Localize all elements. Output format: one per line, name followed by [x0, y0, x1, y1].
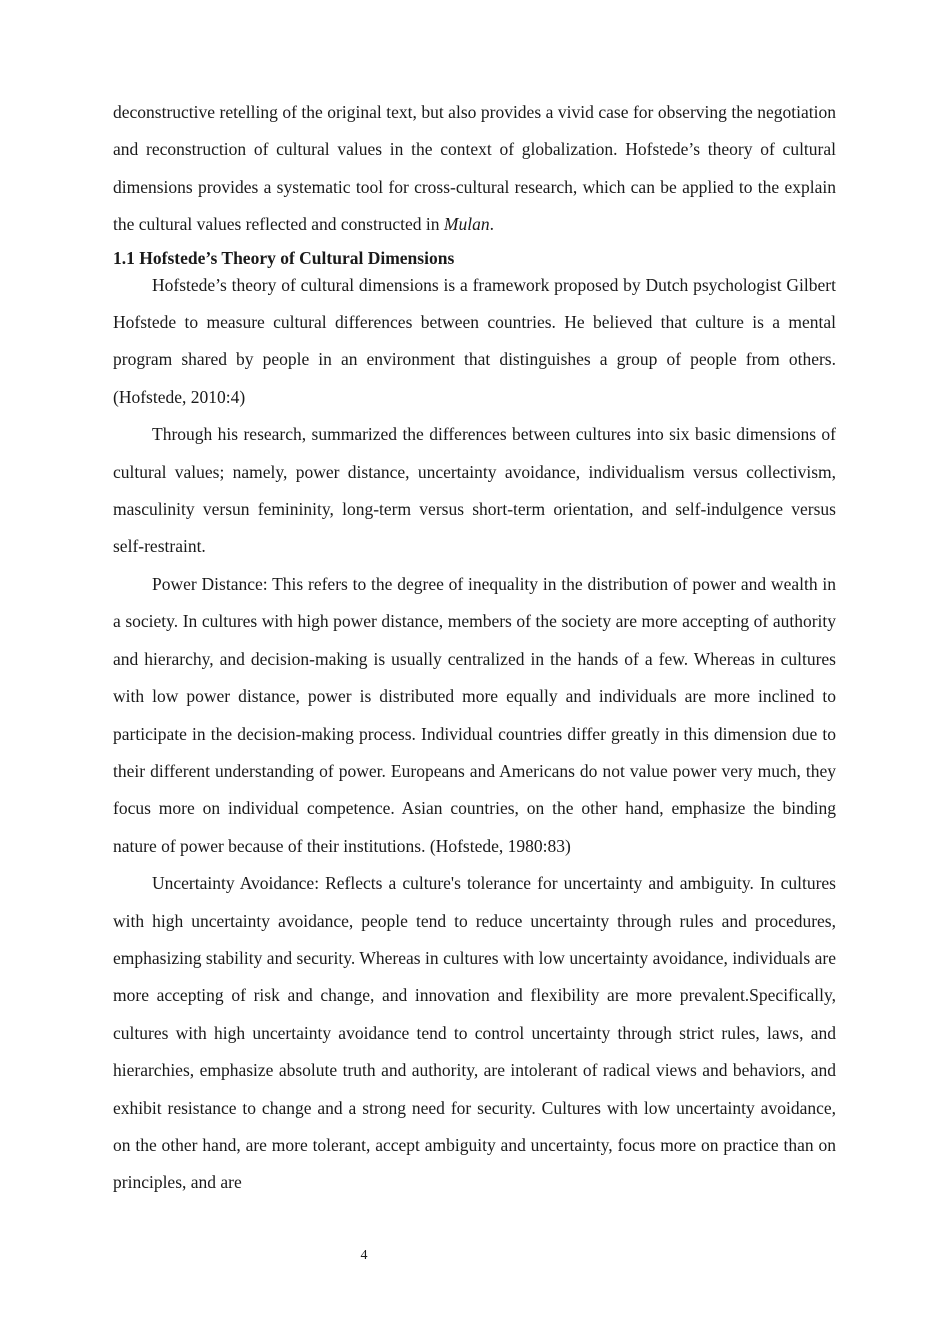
paragraph-power-distance: Power Distance: This refers to the degree of inequality in the distribution of power and wealth in a society. In cultures with high power distance, members of the society are more accepting of authority and hierarchy, and decision-making is usually centralized in the hands of a few. Whereas in cultures with low power distance, power is distributed more equally and individuals are more inclined to participate in the decision-making process. Individual countries differ greatly in this dimension due to their different understanding of power. Europeans and Americans do not value power very much, they focus more on individual competence. Asian countries, on the other hand, emphasize the binding nature of power because of their institutions. (Hofstede, 1980:83)	[113, 573, 836, 856]
page-number: 4	[360, 1248, 368, 1263]
document-page	[113, 94, 836, 1202]
intro-text: deconstructive retelling of the original text, but also provides a vivid case for observing the negotiation and reconstruction of cultural values in the context of globalization. Hofstede’s theory of cultural dimensions provides a systematic tool for cross-cultural research, which can be applied to the explain the cultural values reflected and constructed in	[113, 102, 836, 235]
film-title-mulan: Mulan	[443, 214, 490, 235]
intro-paragraph	[113, 94, 836, 244]
paragraph-definition: Hofstede’s theory of cultural dimensions is a framework proposed by Dutch psychologist Gilbert Hofstede to measure cultural differences between countries. He believed that culture is a mental program shared by people in an environment that distinguishes a group of people from others. (Hofstede, 2010:4)	[113, 274, 836, 407]
paragraph-six-dimensions: Through his research, summarized the differences between cultures into six basic dimensions of cultural values; namely, power distance, uncertainty avoidance, individualism versus collectivism, masculinity versun femininity, long-term versus short-term orientation, and self-indulgence versus self-restraint.	[113, 424, 836, 557]
paragraph-uncertainty-avoidance: Uncertainty Avoidance: Reflects a culture's tolerance for uncertainty and ambiguity. In cultures with high uncertainty avoidance, people tend to reduce uncertainty through rules and procedures, emphasizing stability and security. Whereas in cultures with low uncertainty avoidance, individuals are more accepting of risk and change, and innovation and flexibility are more prevalent.Specifically, cultures with high uncertainty avoidance tend to control uncertainty through strict rules, laws, and hierarchies, emphasize absolute truth and authority, are intolerant of radical views and behaviors, and exhibit resistance to change and a strong need for security. Cultures with low uncertainty avoidance, on the other hand, are more tolerant, accept ambiguity and uncertainty, focus more on practice than on principles, and are	[113, 873, 836, 1193]
intro-end-punct: .	[489, 214, 494, 235]
section-heading: 1.1 Hofstede’s Theory of Cultural Dimensions	[113, 247, 455, 268]
